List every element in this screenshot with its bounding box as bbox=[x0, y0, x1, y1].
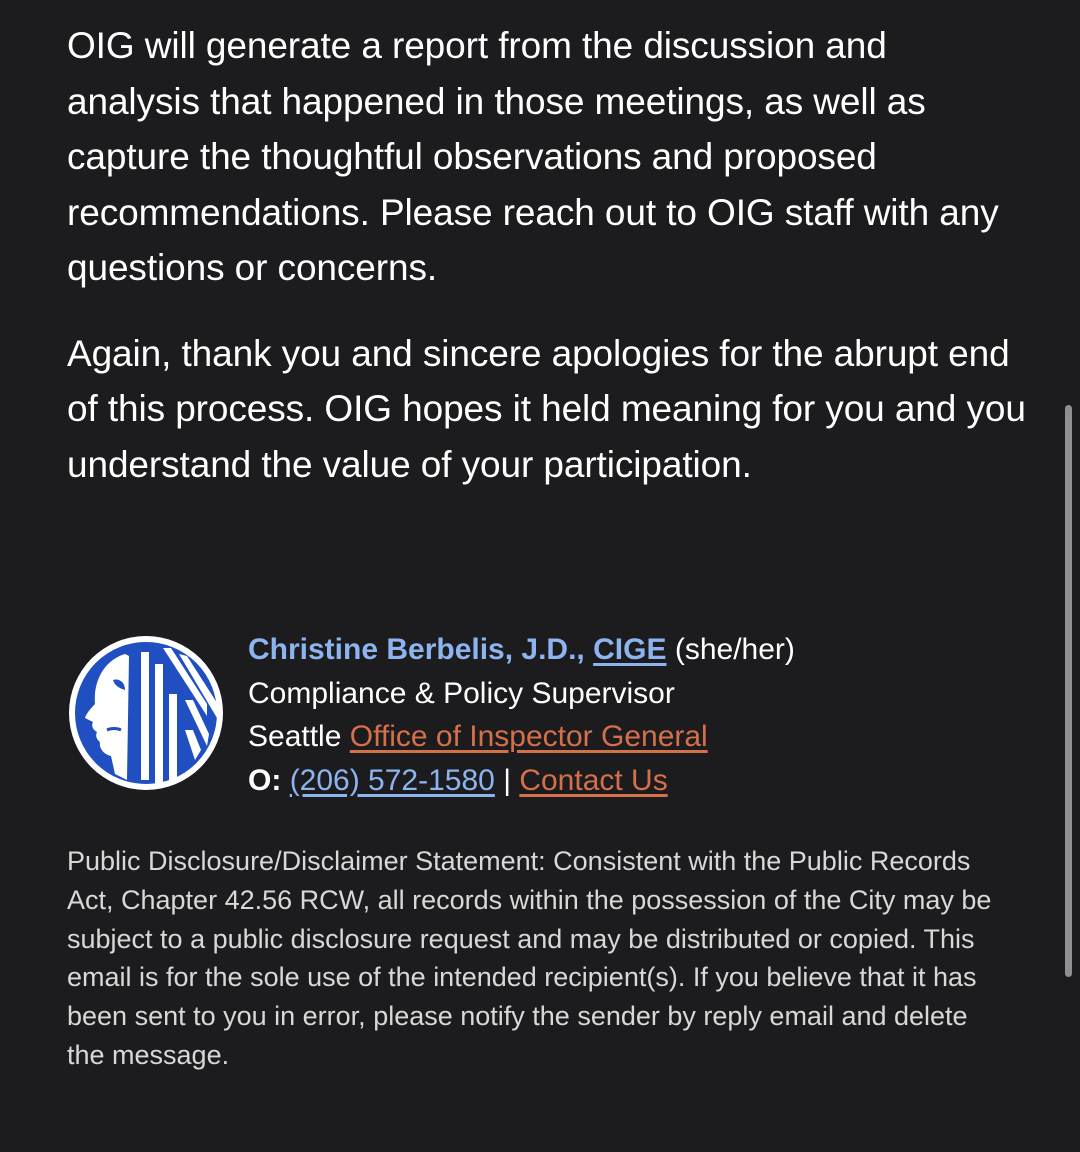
seattle-city-seal-icon bbox=[67, 634, 225, 792]
signature-contact-line bbox=[248, 759, 795, 803]
signature-name-line bbox=[248, 628, 795, 672]
phone-label: O: bbox=[248, 763, 282, 797]
contact-divider: | bbox=[503, 763, 511, 797]
body-paragraph: OIG will generate a report from the discussion and analysis that happened in those meetings, as well as capture the thoughtful observations and proposed recommendations. Please reach out to OIG staff with any questions or concerns. bbox=[67, 25, 999, 288]
office-of-inspector-general-link[interactable]: Office of Inspector General bbox=[349, 720, 708, 753]
signature-org-line bbox=[248, 715, 795, 759]
email-signature bbox=[67, 628, 1027, 808]
signature-org-prefix: Seattle bbox=[248, 720, 342, 753]
scrollbar[interactable] bbox=[1065, 405, 1072, 977]
signature-pronouns: (she/her) bbox=[674, 633, 795, 666]
signature-title: Compliance & Policy Supervisor bbox=[248, 676, 675, 710]
body-paragraph: Again, thank you and sincere apologies for the abrupt end of this process. OIG hopes it held meaning for you and you understand the value of your participation. bbox=[67, 332, 1026, 485]
cige-link[interactable]: CIGE bbox=[593, 633, 667, 666]
email-body bbox=[67, 18, 1027, 492]
signature-text bbox=[248, 628, 795, 802]
phone-link[interactable]: (206) 572-1580 bbox=[289, 763, 495, 797]
contact-us-link[interactable]: Contact Us bbox=[519, 763, 668, 797]
signature-name: Christine Berbelis, J.D., bbox=[248, 633, 585, 666]
disclaimer-statement: Public Disclosure/Disclaimer Statement: Consistent with the Public Records Act, Chapter 42.56 RCW, all records within the possession of the City may be subject to a public disclosure request and may be distributed or copied. This email is for the sole use of the intended recipient(s). If you believe that it has been sent to you in error, please notify the sender by reply email and delete the message. bbox=[67, 846, 992, 1070]
